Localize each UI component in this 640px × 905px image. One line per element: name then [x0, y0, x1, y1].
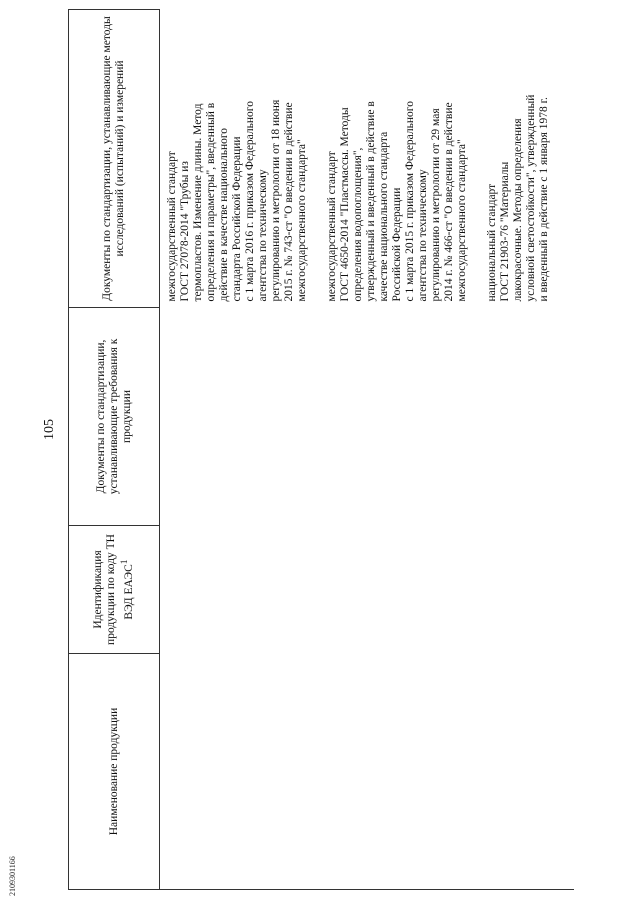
- entry-line: термопластов. Изменение длины. Метод: [192, 103, 204, 302]
- standard-entry-gost-21903: [486, 16, 551, 302]
- entry-line: межгосударственный стандарт: [166, 151, 178, 302]
- entry-line: с 1 марта 2015 г. приказом Федерального: [404, 101, 416, 302]
- entry-line: регулированию и метрологии от 29 мая: [430, 108, 442, 302]
- entry-line: ГОСТ 21903-76 "Материалы: [499, 161, 511, 302]
- header-method-docs: Документы по стандартизации, устанавливающие методы исследований (испытаний) и измерений: [69, 10, 160, 308]
- cell-tnved-code: [160, 526, 575, 654]
- entry-line: межгосударственного стандарта": [296, 139, 308, 302]
- entry-line: регулированию и метрологии от 18 июня: [270, 99, 282, 302]
- entry-line: межгосударственного стандарта": [456, 139, 468, 302]
- entry-line: 2014 г. № 466-ст "О введении в действие: [443, 102, 455, 302]
- page-number: 105: [42, 419, 57, 440]
- entry-line: межгосударственный стандарт: [326, 151, 338, 302]
- table-header-row: [69, 10, 160, 890]
- entry-line: Российской Федерации: [391, 187, 403, 302]
- header-tnved-code: [69, 526, 160, 654]
- entry-line: агентства по техническому: [417, 169, 429, 302]
- entry-line: с 1 марта 2016 г. приказом Федерального: [244, 101, 256, 302]
- standard-entry-gost-4650: [326, 16, 469, 302]
- header-tnved-footnote: 1: [119, 559, 131, 565]
- standards-table-rotated: [68, 10, 588, 890]
- entry-line: агентства по техническому: [257, 169, 269, 302]
- entry-line: действие в качестве национального: [218, 127, 230, 302]
- cell-product-name: [160, 654, 575, 890]
- entry-line: лакокрасочные. Методы определения: [512, 118, 524, 302]
- standard-entry-gost-27078: [166, 16, 309, 302]
- header-requirement-docs: Документы по стандартизации, устанавливающие требования к продукции: [69, 308, 160, 526]
- entry-line: стандарта Российской Федерации: [231, 136, 243, 302]
- header-product-name: Наименование продукции: [69, 654, 160, 890]
- entry-line: определения и параметры", введенный в: [205, 102, 217, 302]
- header-tnved-code-text: Идентификация продукции по коду ТН ВЭД ЕАЭС: [92, 534, 135, 645]
- entry-line: ГОСТ 27078-2014 "Трубы из: [179, 161, 191, 302]
- cell-requirement-docs: [160, 308, 575, 526]
- standards-table: [68, 9, 574, 890]
- entry-line: ГОСТ 4650-2014 "Пластмассы. Методы: [339, 107, 351, 302]
- entry-line: утвержденный и введенный в действие в: [365, 101, 377, 302]
- entry-line: качестве национального стандарта: [378, 131, 390, 302]
- entry-line: национальный стандарт: [486, 183, 498, 302]
- entry-line: 2015 г. № 743-ст "О введении в действие: [283, 102, 295, 302]
- cell-method-docs: [160, 10, 575, 308]
- table-row: [160, 10, 575, 890]
- entry-line: и введенный в действие с 1 января 1978 г.: [538, 97, 550, 302]
- entry-line: условной светостойкости", утвержденный: [525, 94, 537, 302]
- entry-line: определения водопоглощения",: [352, 147, 364, 302]
- document-code: 2109301166: [8, 856, 17, 896]
